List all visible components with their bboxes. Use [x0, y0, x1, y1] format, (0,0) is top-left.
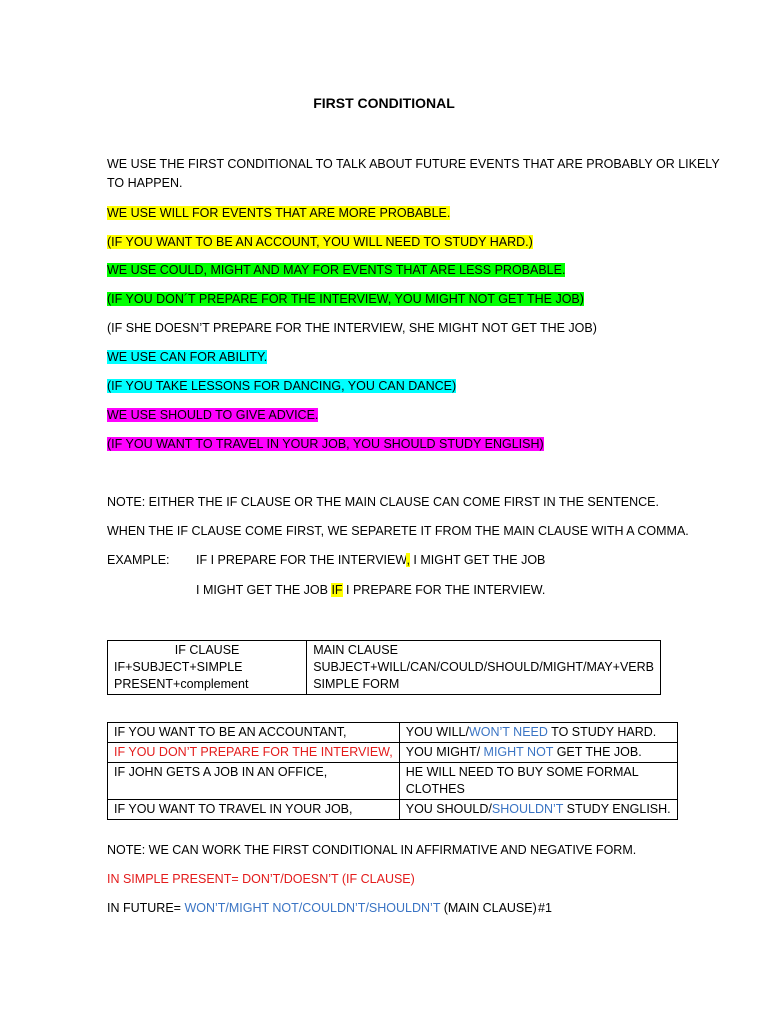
- example-2-main-clause: I MIGHT GET THE JOB: [196, 583, 332, 597]
- main-text: YOU MIGHT/: [405, 745, 481, 759]
- should-rule: WE USE SHOULD TO GIVE ADVICE.: [107, 408, 319, 422]
- future-tail: (MAIN CLAUSE): [440, 901, 537, 915]
- if-cell: IF YOU WANT TO BE AN ACCOUNTANT,: [108, 723, 400, 743]
- if-clause-formula-line-1: IF+SUBJECT+SIMPLE: [114, 660, 243, 674]
- page-title: FIRST CONDITIONAL: [313, 95, 455, 111]
- structure-table: [107, 640, 661, 695]
- main-text: YOU WILL/: [405, 725, 469, 739]
- main-clause-formula-line-1: SUBJECT+WILL/CAN/COULD/SHOULD/MIGHT/MAY+VERB: [313, 660, 654, 674]
- can-example: (IF YOU TAKE LESSONS FOR DANCING, YOU CAN DANCE): [107, 379, 457, 393]
- will-example: (IF YOU WANT TO BE AN ACCOUNT, YOU WILL NEED TO STUDY HARD.): [107, 235, 533, 249]
- note-3: NOTE: WE CAN WORK THE FIRST CONDITIONAL IN AFFIRMATIVE AND NEGATIVE FORM.: [107, 843, 637, 857]
- future-label: IN FUTURE=: [107, 901, 185, 915]
- future-negative-forms: WON’T/MIGHT NOT/COULDN’T/SHOULDN’T: [184, 901, 441, 915]
- main-cell: [399, 723, 677, 743]
- could-example-2: (IF SHE DOESN’T PREPARE FOR THE INTERVIEW, SHE MIGHT NOT GET THE JOB): [107, 321, 597, 335]
- example-1-if-clause: IF I PREPARE FOR THE INTERVIEW: [196, 553, 407, 567]
- if-clause-cell: [108, 641, 307, 695]
- example-1-comma: ,: [406, 553, 410, 567]
- example-1-main-clause: I MIGHT GET THE JOB: [409, 553, 546, 567]
- note-1: NOTE: EITHER THE IF CLAUSE OR THE MAIN CLAUSE CAN COME FIRST IN THE SENTENCE.: [107, 495, 659, 509]
- main-text-line-2: CLOTHES: [405, 782, 465, 796]
- intro-line-2: TO HAPPEN.: [107, 176, 183, 190]
- should-example: (IF YOU WANT TO TRAVEL IN YOUR JOB, YOU SHOULD STUDY ENGLISH): [107, 437, 544, 451]
- example-label: EXAMPLE:: [107, 553, 170, 567]
- table-row: [108, 743, 678, 763]
- could-rule: WE USE COULD, MIGHT AND MAY FOR EVENTS THAT ARE LESS PROBABLE.: [107, 263, 566, 277]
- if-cell: IF YOU WANT TO TRAVEL IN YOUR JOB,: [108, 800, 400, 820]
- main-text-end: GET THE JOB.: [553, 745, 642, 759]
- note-2: WHEN THE IF CLAUSE COME FIRST, WE SEPARETE IT FROM THE MAIN CLAUSE WITH A COMMA.: [107, 524, 689, 538]
- negative-form: SHOULDN’T: [491, 802, 564, 816]
- if-clause-formula-line-2: PRESENT+complement: [114, 677, 249, 691]
- main-text-line-1: HE WILL NEED TO BUY SOME FORMAL: [405, 765, 639, 779]
- if-cell: IF YOU DON’T PREPARE FOR THE INTERVIEW,: [108, 743, 400, 763]
- examples-table: [107, 722, 678, 820]
- page-number: #1: [538, 901, 552, 915]
- can-rule: WE USE CAN FOR ABILITY.: [107, 350, 268, 364]
- example-2-if-word: IF: [331, 583, 343, 597]
- main-cell: [399, 743, 677, 763]
- table-row: [108, 723, 678, 743]
- main-clause-formula-line-2: SIMPLE FORM: [313, 677, 400, 691]
- main-cell: [399, 800, 677, 820]
- negative-form: MIGHT NOT: [480, 745, 554, 759]
- main-clause-cell: [307, 641, 661, 695]
- future-note: [107, 900, 537, 916]
- simple-present-note: IN SIMPLE PRESENT= DON’T/DOESN’T (IF CLAUSE): [107, 872, 415, 886]
- will-rule: WE USE WILL FOR EVENTS THAT ARE MORE PROBABLE.: [107, 206, 451, 220]
- table-row: [108, 800, 678, 820]
- intro-line-1: WE USE THE FIRST CONDITIONAL TO TALK ABOUT FUTURE EVENTS THAT ARE PROBABLY OR LIKELY: [107, 157, 720, 171]
- example-sentence-1: [196, 552, 545, 568]
- example-2-if-clause: I PREPARE FOR THE INTERVIEW.: [342, 583, 546, 597]
- main-text-end: TO STUDY HARD.: [547, 725, 657, 739]
- if-cell: IF JOHN GETS A JOB IN AN OFFICE,: [108, 763, 400, 800]
- could-example: (IF YOU DON´T PREPARE FOR THE INTERVIEW, YOU MIGHT NOT GET THE JOB): [107, 292, 584, 306]
- example-sentence-2: [196, 582, 545, 598]
- main-text-end: STUDY ENGLISH.: [563, 802, 671, 816]
- negative-form: WON’T NEED: [468, 725, 548, 739]
- main-text: YOU SHOULD/: [405, 802, 492, 816]
- main-cell: [399, 763, 677, 800]
- table-row: [108, 763, 678, 800]
- if-clause-header: IF CLAUSE: [174, 643, 240, 657]
- main-clause-header: MAIN CLAUSE: [313, 643, 398, 657]
